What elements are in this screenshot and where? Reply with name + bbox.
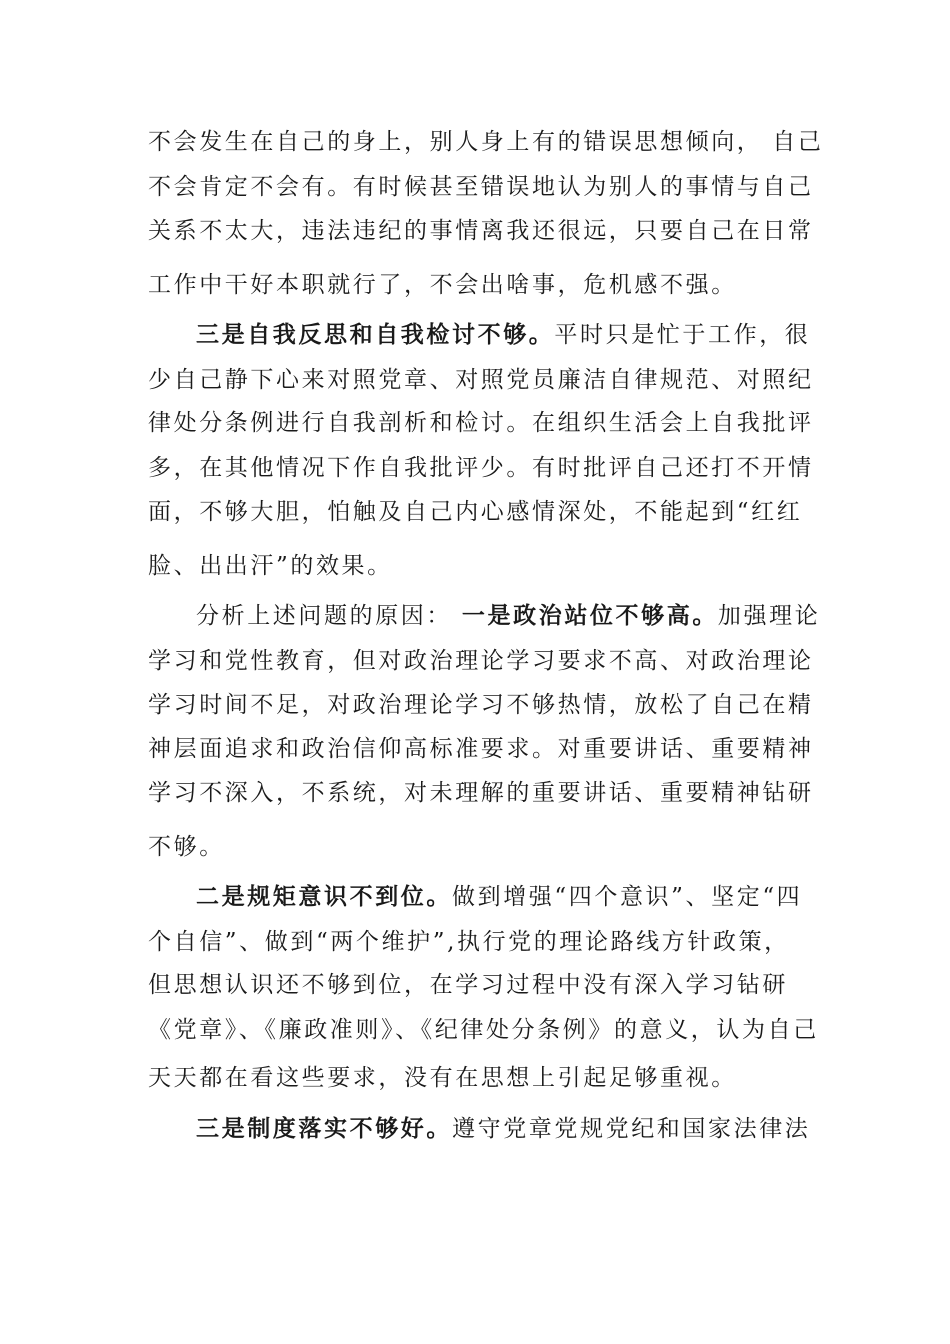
text-line <box>148 172 814 202</box>
text-line <box>196 882 808 912</box>
body-text: 分析上述问题的原因： <box>196 603 462 629</box>
body-text: 遵守党章党规党纪和国家法律法 <box>452 1116 811 1142</box>
text-line <box>148 734 814 764</box>
body-text: 律处分条例进行自我剖析和检讨。在组织生活会上自我批评 <box>148 410 814 436</box>
text-line <box>148 1063 808 1093</box>
text-line <box>148 453 814 483</box>
body-text: 学习不深入，不系统，对未理解的重要讲话、重要精神钻研 <box>148 780 814 806</box>
body-text: 神层面追求和政治信仰高标准要求。对重要讲话、重要精神 <box>148 736 814 762</box>
body-text: 少自己静下心来对照党章、对照党员廉洁自律规范、对照纪 <box>148 367 814 393</box>
body-text: 不会发生在自己的身上，别人身上有的错误思想倾向， 自己 <box>148 129 824 155</box>
text-line <box>148 778 814 808</box>
text-line <box>196 601 821 631</box>
body-text: 加强理论 <box>717 603 821 629</box>
text-line <box>148 927 808 957</box>
text-line <box>148 646 814 676</box>
text-line <box>148 216 814 246</box>
body-text: 不会肯定不会有。有时候甚至错误地认为别人的事情与自己 <box>148 174 814 200</box>
text-line <box>148 497 808 527</box>
text-line <box>148 1015 819 1045</box>
body-text: 平时只是忙于工作，很 <box>554 322 811 348</box>
text-line <box>148 127 824 157</box>
body-text: 学习和党性教育，但对政治理论学习要求不高、对政治理论 <box>148 648 814 674</box>
body-text: 个自信”、做到“两个维护”,执行党的理论路线方针政策， <box>148 929 790 955</box>
bold-heading-text: 二是规矩意识不到位。 <box>196 884 452 910</box>
text-line <box>148 551 808 581</box>
body-text: 《党章》、《廉政准则》、《纪律处分条例》的意义，认为自己 <box>148 1017 819 1043</box>
body-text: 学习时间不足，对政治理论学习不够热情，放松了自己在精 <box>148 692 814 718</box>
body-text: 做到增强“四个意识”、坚定“四 <box>452 884 803 910</box>
bold-heading-text: 三是制度落实不够好。 <box>196 1116 452 1142</box>
bold-heading-text: 一是政治站位不够高。 <box>461 603 718 629</box>
body-text: 面，不够大胆，怕触及自己内心感情深处，不能起到“红红 <box>148 499 803 525</box>
bold-heading-text: 三是自我反思和自我检讨不够。 <box>196 322 555 348</box>
text-line <box>148 690 814 720</box>
text-line <box>148 270 808 300</box>
text-line <box>196 1114 811 1144</box>
body-text: 天天都在看这些要求，没有在思想上引起足够重视。 <box>148 1065 737 1091</box>
body-text: 但思想认识还不够到位，在学习过程中没有深入学习钻研 <box>148 972 788 998</box>
text-line <box>196 320 811 350</box>
text-line <box>148 408 814 438</box>
text-line <box>148 365 814 395</box>
body-text: 脸、出出汗”的效果。 <box>148 553 393 579</box>
body-text: 关系不太大，违法违纪的事情离我还很远，只要自己在日常 <box>148 218 814 244</box>
body-text: 多，在其他情况下作自我批评少。有时批评自己还打不开情 <box>148 455 814 481</box>
body-text: 工作中干好本职就行了，不会出啥事，危机感不强。 <box>148 272 737 298</box>
body-text: 不够。 <box>148 834 225 860</box>
text-line <box>148 832 808 862</box>
text-line <box>148 970 808 1000</box>
